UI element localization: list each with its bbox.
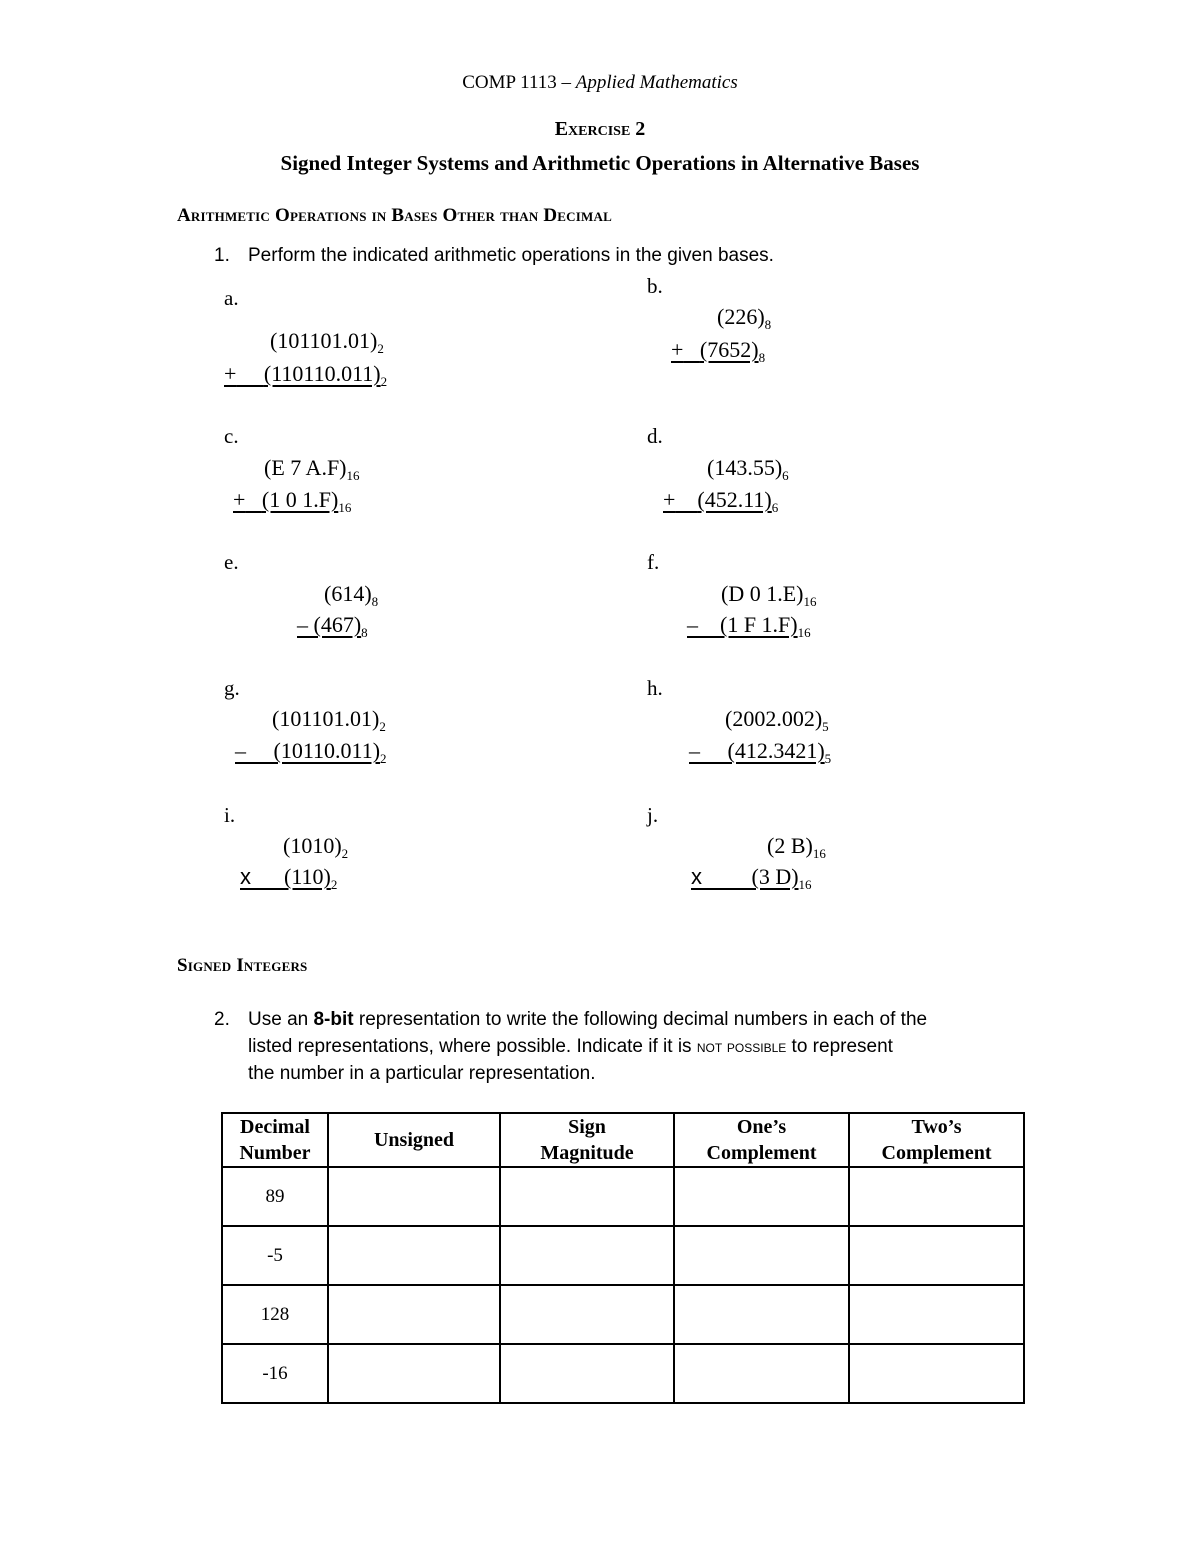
not-possible-text: not possible xyxy=(696,1037,787,1056)
problem-f-operand-2: – (1 F $1.F)_{16}$ xyxy=(687,612,811,640)
ones-complement-answer-cell[interactable] xyxy=(674,1226,849,1285)
course-dash: – xyxy=(556,72,576,93)
twos-complement-answer-cell[interactable] xyxy=(849,1344,1024,1403)
problem-i-operator: x xyxy=(240,864,251,889)
sign-magnitude-answer-cell[interactable] xyxy=(500,1285,674,1344)
problem-j-operand-1: (2 $B)_{16}$ xyxy=(767,833,826,861)
problem-e-operator: – xyxy=(297,612,308,637)
problem-f-operator: – xyxy=(687,612,698,637)
table-row xyxy=(222,1344,1024,1403)
unsigned-answer-cell[interactable] xyxy=(328,1285,500,1344)
problem-d-operator: + xyxy=(663,487,676,512)
problem-d-operand-2: + $(452.11)_6$ xyxy=(663,487,779,515)
problem-j-operator: x xyxy=(691,864,702,889)
problem-j-label: j. xyxy=(647,803,659,827)
section-heading-signed-integers: Signed Integers xyxy=(177,955,308,976)
representation-table xyxy=(221,1112,1025,1404)
course-header xyxy=(0,72,1200,94)
problem-a-operand-2: + $(110110.011)_2$ xyxy=(224,361,388,389)
problem-b-operator: + xyxy=(671,337,684,362)
ones-complement-answer-cell[interactable] xyxy=(674,1344,849,1403)
problem-d-label: d. xyxy=(647,424,663,448)
problem-c-operand-1: (E 7 $A.F)_{16}$ xyxy=(264,455,360,483)
course-code: COMP 1113 xyxy=(462,72,557,93)
problem-h-operand-2: – $(412.3421)_5$ xyxy=(689,738,832,766)
problem-b-label: b. xyxy=(647,274,663,298)
problem-g-operator: – xyxy=(235,738,246,763)
table-row xyxy=(222,1167,1024,1226)
problem-f-operand-1: (D 0 $1.E)_{16}$ xyxy=(721,581,817,609)
decimal-value-cell: -5 xyxy=(222,1226,328,1285)
problem-a-operator: + xyxy=(224,361,237,386)
question-2-number: 2. xyxy=(214,1009,230,1030)
unsigned-answer-cell[interactable] xyxy=(328,1344,500,1403)
decimal-value-cell: 89 xyxy=(222,1167,328,1226)
table-row xyxy=(222,1226,1024,1285)
course-name: Applied Mathematics xyxy=(575,72,738,93)
exercise-subtitle: Signed Integer Systems and Arithmetic Operations in Alternative Bases xyxy=(280,151,920,175)
question-1-text: Perform the indicated arithmetic operations in the given bases. xyxy=(248,245,774,266)
header-decimal-number: Decimal Number xyxy=(222,1113,328,1167)
decimal-value-cell: 128 xyxy=(222,1285,328,1344)
problem-g-label: g. xyxy=(224,676,240,700)
question-2-text xyxy=(248,1006,1048,1087)
ones-complement-answer-cell[interactable] xyxy=(674,1167,849,1226)
problem-b-operand-1: $(226)_8$ xyxy=(717,304,772,332)
unsigned-answer-cell[interactable] xyxy=(328,1167,500,1226)
header-ones-complement: One’s Complement xyxy=(674,1113,849,1167)
question-2-line-2: listed representations, where possible. Indicate if it is not possible to represent xyxy=(248,1036,893,1057)
section-heading-arithmetic: Arithmetic Operations in Bases Other than Decimal xyxy=(177,205,612,226)
problem-a-label: a. xyxy=(224,286,239,310)
problem-d-operand-1: $(143.55)_6$ xyxy=(707,455,789,483)
header-sign-magnitude: Sign Magnitude xyxy=(500,1113,674,1167)
header-twos-complement: Two’s Complement xyxy=(849,1113,1024,1167)
problem-b-operand-2: + $(7652)_8$ xyxy=(671,337,766,365)
problem-e-operand-2: – $(467)_8$ xyxy=(297,612,368,640)
twos-complement-answer-cell[interactable] xyxy=(849,1167,1024,1226)
sign-magnitude-answer-cell[interactable] xyxy=(500,1167,674,1226)
problem-i-operand-2: x $(110)_2$ xyxy=(240,864,338,892)
twos-complement-answer-cell[interactable] xyxy=(849,1226,1024,1285)
problem-e-operand-1: $(614)_8$ xyxy=(324,581,379,609)
problem-a-operand-1: $(101101.01)_2$ xyxy=(270,328,384,356)
problem-f-label: f. xyxy=(647,550,660,574)
problem-i-operand-1: $(1010)_2$ xyxy=(283,833,349,861)
problem-c-operand-2: + (1 0 $1.F)_{16}$ xyxy=(233,487,352,515)
question-2-line-3: the number in a particular representation. xyxy=(248,1063,596,1084)
decimal-value-cell: -16 xyxy=(222,1344,328,1403)
unsigned-answer-cell[interactable] xyxy=(328,1226,500,1285)
question-1-number: 1. xyxy=(214,245,230,266)
bit-width: 8-bit xyxy=(313,1009,354,1030)
problem-j-operand-2: x (3 $D)_{16}$ xyxy=(691,864,812,892)
twos-complement-answer-cell[interactable] xyxy=(849,1285,1024,1344)
exercise-title: Exercise 2 xyxy=(554,118,646,140)
problem-g-operand-2: – $(10110.011)_2$ xyxy=(235,738,387,766)
problem-c-label: c. xyxy=(224,424,239,448)
problem-h-operator: – xyxy=(689,738,700,763)
problem-c-operator: + xyxy=(233,487,246,512)
ones-complement-answer-cell[interactable] xyxy=(674,1285,849,1344)
question-2-line-1: Use an 8-bit representation to write the following decimal numbers in each of the xyxy=(248,1009,928,1030)
table-header-row xyxy=(222,1113,1024,1167)
problem-i-label: i. xyxy=(224,803,236,827)
problem-e-label: e. xyxy=(224,550,239,574)
problem-h-label: h. xyxy=(647,676,663,700)
sign-magnitude-answer-cell[interactable] xyxy=(500,1226,674,1285)
problem-h-operand-1: $(2002.002)_5$ xyxy=(725,706,829,734)
problem-g-operand-1: $(101101.01)_2$ xyxy=(272,706,386,734)
table-row xyxy=(222,1285,1024,1344)
sign-magnitude-answer-cell[interactable] xyxy=(500,1344,674,1403)
header-unsigned: Unsigned xyxy=(328,1113,500,1167)
